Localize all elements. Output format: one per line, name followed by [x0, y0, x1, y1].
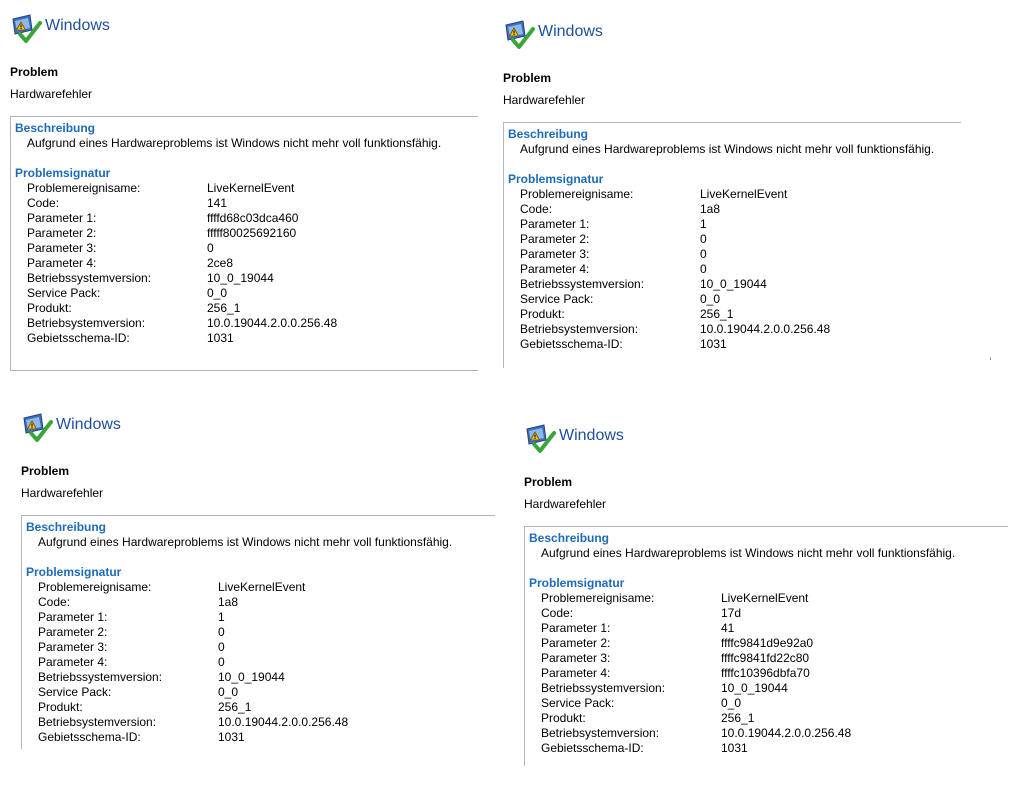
signature-key: Parameter 1:: [520, 217, 590, 231]
signature-value: 0_0: [207, 286, 228, 300]
signature-value: 0_0: [218, 685, 239, 699]
signature-value: 10.0.19044.2.0.0.256.48: [700, 322, 831, 336]
signature-key: Parameter 2:: [541, 636, 611, 650]
signature-key: Produkt:: [520, 307, 565, 321]
details-box: [10, 116, 478, 371]
signature-row: [529, 606, 1008, 621]
signature-value: 10.0.19044.2.0.0.256.48: [207, 316, 338, 330]
signature-key: Produkt:: [27, 301, 72, 315]
signature-key: Parameter 3:: [27, 241, 97, 255]
signature-row: [15, 211, 478, 226]
description-heading: Beschreibung: [529, 531, 610, 545]
signature-row: [508, 187, 961, 202]
signature-row: [529, 726, 1008, 741]
problem-value: Hardwarefehler: [21, 486, 104, 500]
signature-key: Parameter 2:: [27, 226, 97, 240]
signature-key: Parameter 2:: [520, 232, 590, 246]
signature-value: fffff80025692160: [207, 226, 297, 240]
signature-value: ffffc9841fd22c80: [721, 651, 810, 665]
signature-key: Code:: [38, 595, 71, 609]
signature-key: Produkt:: [38, 700, 83, 714]
signature-key: Gebietsschema-ID:: [520, 337, 623, 351]
description-text: Aufgrund eines Hardwareproblems ist Windows nicht mehr voll funktionsfähig.: [541, 546, 956, 560]
stray-mark: [990, 357, 991, 360]
signature-row: [26, 595, 495, 610]
description-text: Aufgrund eines Hardwareproblems ist Windows nicht mehr voll funktionsfähig.: [520, 142, 935, 156]
signature-row: [15, 301, 478, 316]
signature-row: [15, 181, 478, 196]
app-title: Windows: [56, 416, 121, 433]
signature-table: [15, 181, 478, 346]
app-title: Windows: [45, 17, 110, 34]
signature-row: [508, 262, 961, 277]
signature-value: LiveKernelEvent: [207, 181, 295, 195]
signature-value: 10_0_19044: [721, 681, 788, 695]
signature-value: 0: [700, 232, 707, 246]
signature-value: 256_1: [721, 711, 755, 725]
signature-value: 17d: [721, 606, 742, 620]
signature-key: Parameter 4:: [520, 262, 590, 276]
signature-value: 256_1: [218, 700, 252, 714]
signature-row: [529, 666, 1008, 681]
signature-row: [529, 711, 1008, 726]
signature-value: 0: [700, 262, 707, 276]
signature-key: Service Pack:: [38, 685, 112, 699]
signature-key: Service Pack:: [541, 696, 615, 710]
signature-table: [26, 580, 495, 745]
signature-row: [508, 307, 961, 322]
signature-value: 1a8: [218, 595, 239, 609]
signature-key: Betriebsystemversion:: [520, 322, 639, 336]
problem-label: Problem: [21, 464, 70, 478]
signature-key: Parameter 1:: [27, 211, 97, 225]
signature-row: [15, 226, 478, 241]
signature-value: LiveKernelEvent: [721, 591, 809, 605]
signature-value: ffffc9841d9e92a0: [721, 636, 814, 650]
signature-row: [508, 322, 961, 337]
signature-row: [26, 685, 495, 700]
signature-table: [508, 187, 961, 352]
signature-heading: Problemsignatur: [508, 172, 604, 186]
problem-value: Hardwarefehler: [503, 93, 586, 107]
problem-label: Problem: [524, 475, 573, 489]
signature-value: 10_0_19044: [700, 277, 767, 291]
signature-row: [529, 651, 1008, 666]
signature-key: Gebietsschema-ID:: [541, 741, 644, 755]
signature-value: ffffd68c03dca460: [207, 211, 299, 225]
signature-key: Gebietsschema-ID:: [27, 331, 130, 345]
signature-row: [529, 621, 1008, 636]
signature-row: [529, 681, 1008, 696]
windows-action-center-icon: [10, 12, 42, 44]
signature-row: [508, 202, 961, 217]
signature-value: 1031: [207, 331, 234, 345]
signature-value: 10.0.19044.2.0.0.256.48: [721, 726, 852, 740]
signature-row: [508, 217, 961, 232]
problem-value: Hardwarefehler: [524, 497, 607, 511]
app-title: Windows: [538, 23, 603, 40]
signature-row: [529, 636, 1008, 651]
problem-label: Problem: [503, 71, 552, 85]
signature-row: [15, 196, 478, 211]
signature-row: [508, 292, 961, 307]
windows-action-center-icon: [524, 422, 556, 454]
signature-row: [529, 591, 1008, 606]
signature-key: Service Pack:: [520, 292, 594, 306]
signature-value: 0_0: [700, 292, 721, 306]
signature-key: Betriebssystemversion:: [541, 681, 666, 695]
signature-value: 0: [700, 247, 707, 261]
signature-value: 41: [721, 621, 735, 635]
description-heading: Beschreibung: [15, 121, 96, 135]
signature-key: Parameter 3:: [520, 247, 590, 261]
signature-heading: Problemsignatur: [26, 565, 122, 579]
signature-row: [508, 247, 961, 262]
description-heading: Beschreibung: [508, 127, 589, 141]
signature-value: LiveKernelEvent: [218, 580, 306, 594]
signature-row: [26, 580, 495, 595]
signature-key: Service Pack:: [27, 286, 101, 300]
problem-value: Hardwarefehler: [10, 87, 93, 101]
signature-heading: Problemsignatur: [15, 166, 111, 180]
signature-key: Parameter 4:: [27, 256, 97, 270]
signature-value: 1031: [218, 730, 245, 744]
signature-row: [26, 625, 495, 640]
signature-key: Betriebsystemversion:: [541, 726, 660, 740]
signature-key: Problemereignisame:: [27, 181, 141, 195]
signature-row: [26, 715, 495, 730]
signature-value: 0_0: [721, 696, 742, 710]
signature-value: 10_0_19044: [207, 271, 274, 285]
signature-key: Betriebssystemversion:: [520, 277, 645, 291]
signature-key: Betriebssystemversion:: [38, 670, 163, 684]
signature-row: [529, 741, 1008, 756]
signature-value: ffffc10396dbfa70: [721, 666, 810, 680]
details-box: [21, 515, 495, 749]
signature-value: 0: [218, 625, 225, 639]
signature-key: Code:: [520, 202, 553, 216]
signature-value: 2ce8: [207, 256, 234, 270]
signature-value: 1: [700, 217, 707, 231]
signature-row: [508, 337, 961, 352]
signature-row: [26, 670, 495, 685]
details-box: [524, 526, 1008, 766]
signature-row: [26, 610, 495, 625]
signature-row: [15, 256, 478, 271]
signature-table: [529, 591, 1008, 756]
signature-value: 0: [207, 241, 214, 255]
details-box: [503, 122, 961, 368]
signature-value: 141: [207, 196, 228, 210]
signature-row: [15, 316, 478, 331]
signature-key: Parameter 2:: [38, 625, 108, 639]
description-text: Aufgrund eines Hardwareproblems ist Windows nicht mehr voll funktionsfähig.: [27, 136, 442, 150]
signature-row: [26, 655, 495, 670]
signature-value: LiveKernelEvent: [700, 187, 788, 201]
signature-key: Gebietsschema-ID:: [38, 730, 141, 744]
signature-key: Betriebsystemversion:: [27, 316, 146, 330]
app-title: Windows: [559, 427, 624, 444]
signature-key: Parameter 4:: [38, 655, 108, 669]
signature-value: 256_1: [207, 301, 241, 315]
signature-key: Parameter 1:: [541, 621, 611, 635]
signature-key: Betriebssystemversion:: [27, 271, 152, 285]
signature-key: Produkt:: [541, 711, 586, 725]
signature-key: Parameter 1:: [38, 610, 108, 624]
signature-key: Code:: [541, 606, 574, 620]
signature-key: Problemereignisame:: [541, 591, 655, 605]
description-text: Aufgrund eines Hardwareproblems ist Windows nicht mehr voll funktionsfähig.: [38, 535, 453, 549]
signature-key: Problemereignisame:: [38, 580, 152, 594]
signature-value: 256_1: [700, 307, 734, 321]
signature-row: [15, 286, 478, 301]
signature-key: Parameter 3:: [541, 651, 611, 665]
windows-action-center-icon: [21, 411, 53, 443]
signature-value: 1031: [721, 741, 748, 755]
signature-value: 0: [218, 640, 225, 654]
signature-key: Parameter 3:: [38, 640, 108, 654]
signature-key: Betriebsystemversion:: [38, 715, 157, 729]
signature-row: [26, 640, 495, 655]
signature-value: 10_0_19044: [218, 670, 285, 684]
signature-value: 1a8: [700, 202, 721, 216]
windows-action-center-icon: [503, 18, 535, 50]
signature-value: 10.0.19044.2.0.0.256.48: [218, 715, 349, 729]
signature-value: 1: [218, 610, 225, 624]
signature-row: [15, 241, 478, 256]
signature-row: [15, 271, 478, 286]
signature-key: Parameter 4:: [541, 666, 611, 680]
signature-value: 1031: [700, 337, 727, 351]
signature-heading: Problemsignatur: [529, 576, 625, 590]
signature-row: [26, 700, 495, 715]
signature-row: [15, 331, 478, 346]
signature-key: Problemereignisame:: [520, 187, 634, 201]
signature-value: 0: [218, 655, 225, 669]
signature-row: [26, 730, 495, 745]
problem-label: Problem: [10, 65, 59, 79]
signature-row: [529, 696, 1008, 711]
signature-row: [508, 277, 961, 292]
description-heading: Beschreibung: [26, 520, 107, 534]
signature-key: Code:: [27, 196, 60, 210]
signature-row: [508, 232, 961, 247]
